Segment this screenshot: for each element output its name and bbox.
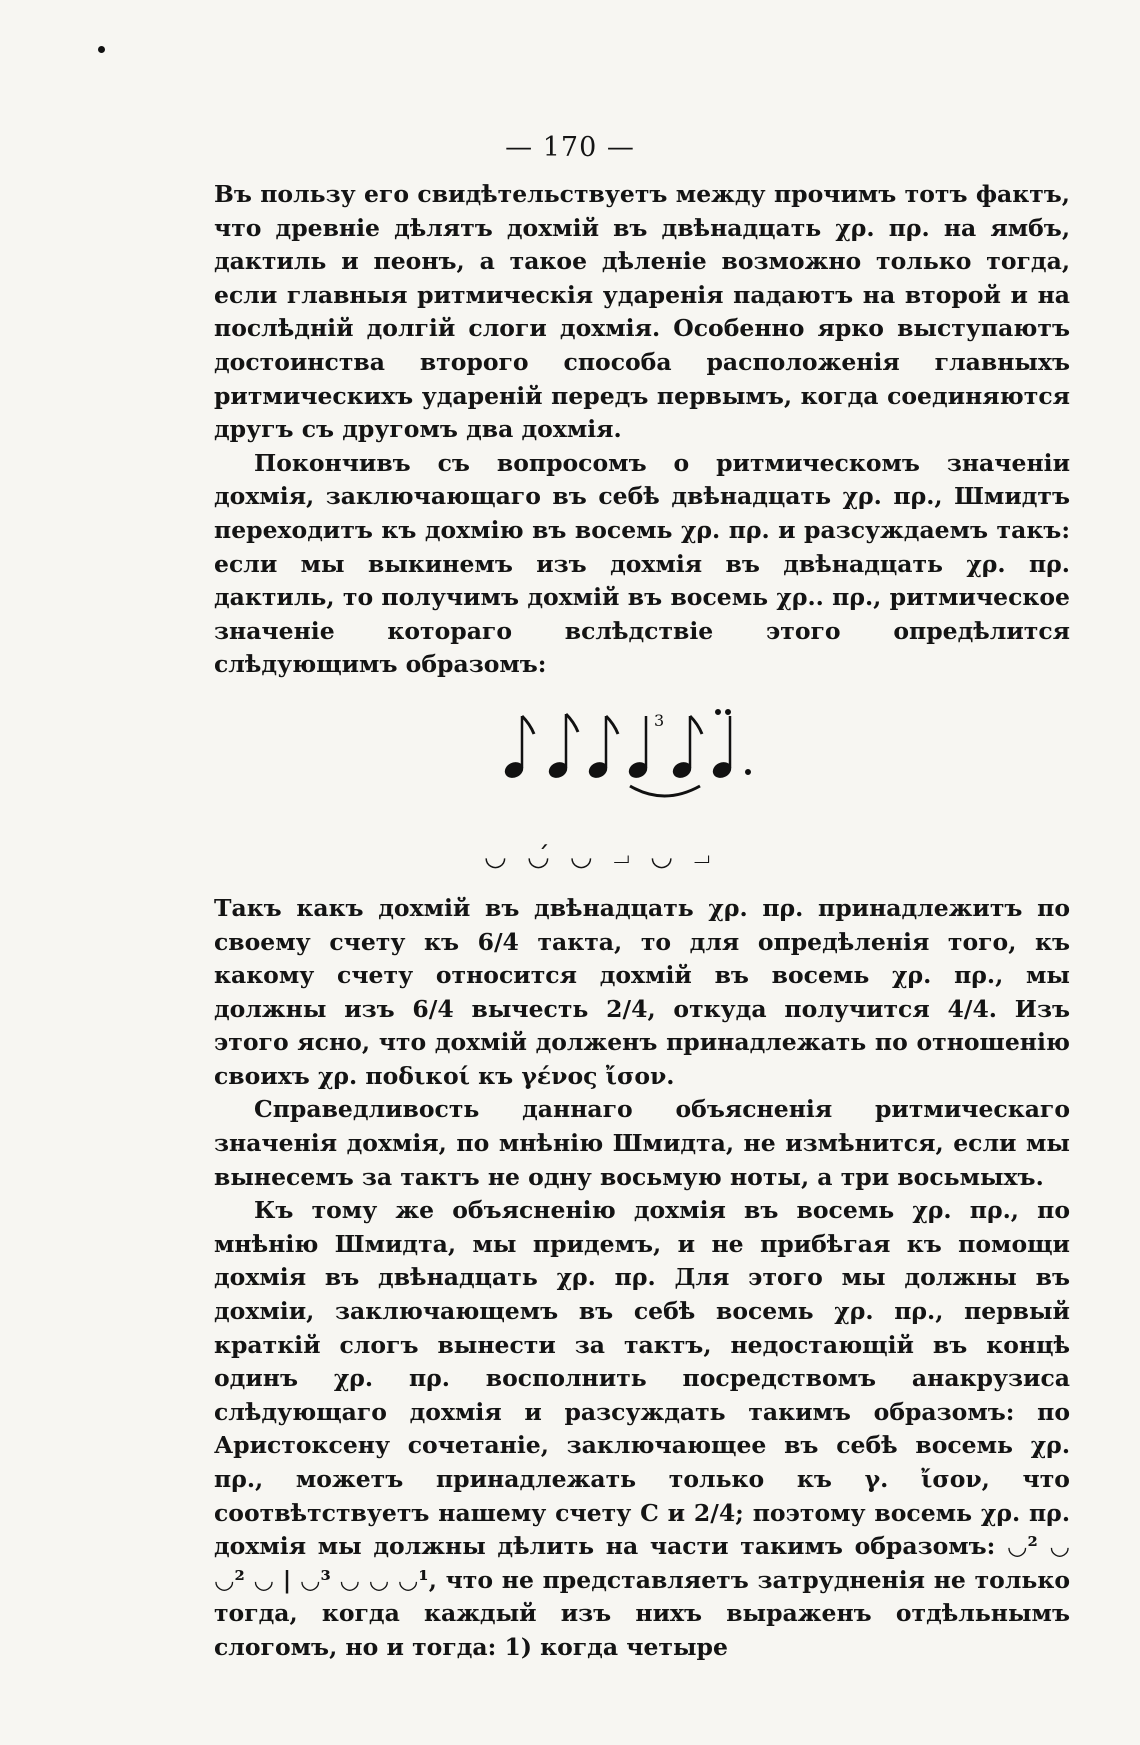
paragraph-2: Покончивъ съ вопросомъ о ритмическомъ значеніи дохмія, заключающаго въ себѣ двѣнадцать χρ. πρ., Шмидтъ переходитъ къ дохмію въ восемь χρ. πρ. и разсуждаемъ такъ: если мы выкинемъ изъ дохмія въ двѣнадцать χρ. πρ. дактиль, то получимъ дохмій въ восемь χρ.. πρ., ритмическое значеніе котораго вслѣдствіе этого опредѣлится слѣдующимъ образомъ:: [214, 448, 1070, 679]
page-number: — 170 —: [505, 132, 635, 163]
paragraph-3: Такъ какъ дохмій въ двѣнадцать χρ. πρ. принадлежитъ по своему счету къ 6/4 такта, то для опредѣленія того, къ какому счету относится дохмій въ восемь χρ. πρ., мы должны изъ 6/4 вычесть 2/4, откуда получится 4/4. Изъ этого ясно, что дохмій долженъ принадлежать по отношенію своихъ χρ. ποδικοί къ γένος ἴσον.: [214, 893, 1070, 1090]
triplet-mark: 3: [654, 710, 665, 730]
paragraph-5: Къ тому же объясненію дохмія въ восемь χρ. πρ., по мнѣнію Шмидта, мы придемъ, и не прибѣгая къ помощи дохмія въ двѣнадцать χρ. πρ. Для этого мы должны въ дохміи, заключающемъ въ себѣ восемь χρ. πρ., первый краткій слогъ вынести за тактъ, недостающій въ концѣ одинъ χρ. πρ. восполнить посредствомъ анакрузиса слѣдующаго дохмія и разсуждать такимъ образомъ: по Аристоксену сочетаніе, заключающее въ себѣ восемь χρ. πρ., можетъ принадлежать только къ γ. ἴσον, что соотвѣтствуетъ нашему счету C и 2/4; поэтому восемь χρ. πρ. дохмія мы должны дѣлить на части такимъ образомъ: ◡² ◡ ◡² ◡ | ◡³ ◡ ◡ ◡¹, что не представляетъ затрудненія не только тогда, когда каждый изъ нихъ выраженъ отдѣльнымъ слогомъ, но и тогда: 1) когда четыре: [214, 1196, 1070, 1661]
paragraph-4: Справедливость даннаго объясненія ритмическаго значенія дохмія, по мнѣнію Шмидта, не измѣнится, если мы вынесемъ за тактъ не одну восьмую ноты, а три восьмыхъ.: [214, 1095, 1070, 1191]
paragraph-1: Въ пользу его свидѣтельствуетъ между прочимъ тотъ фактъ, что древніе дѣлятъ дохмій въ двѣнадцать χρ. πρ. на ямбъ, дактиль и пеонъ, а такое дѣленіе возможно только тогда, если главныя ритмическія ударенія падаютъ на второй и на послѣдній долгій слоги дохмія. Особенно ярко выступаютъ достоинства второго способа расположенія главныхъ ритмическихъ удареній передъ первымъ, когда соединяются другъ съ другомъ два дохмія.: [214, 180, 1070, 444]
music-notation: [214, 682, 1070, 892]
meter-line: ◡ ◡́ ◡ ⏗ ◡ ⏗: [484, 841, 717, 872]
ink-dot: [98, 46, 105, 53]
eighth-notes-figure: [504, 682, 764, 832]
page-body: [214, 178, 1070, 1665]
